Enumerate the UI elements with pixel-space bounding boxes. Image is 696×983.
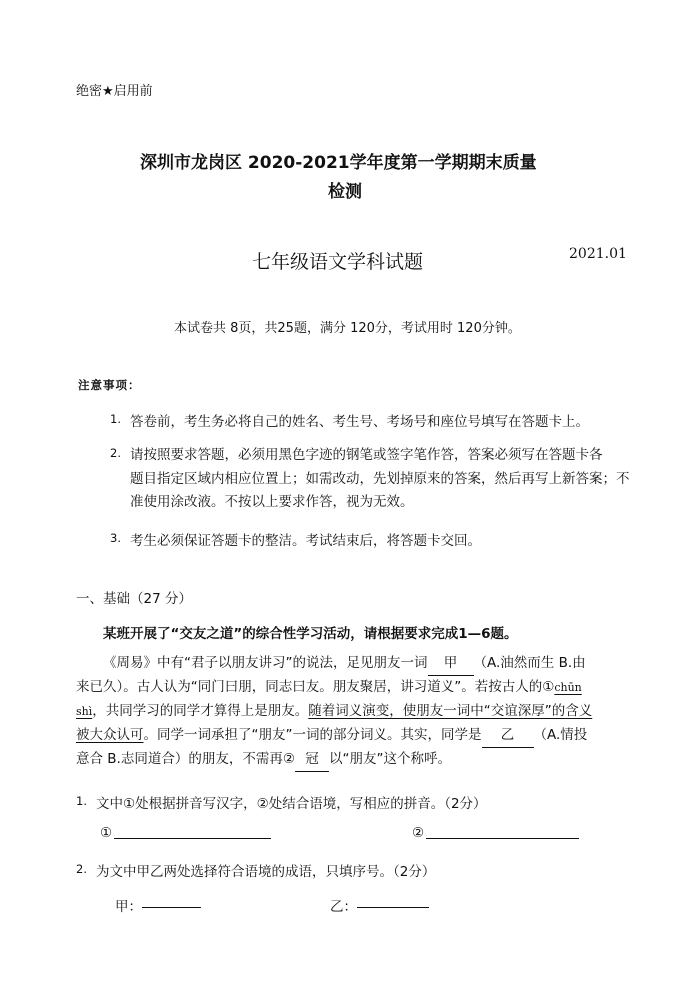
answer-mark: ① — [100, 825, 113, 841]
passage-text: 。同学一词承担了“朋友”一词的部分词义。其实，同学是 — [143, 727, 482, 743]
question-number: 1. — [76, 794, 87, 808]
exam-title-line1: 深圳市龙岗区 2020-2021学年度第一学期期末质量 — [140, 153, 537, 173]
subject-title: 七年级语文学科试题 — [252, 251, 424, 273]
notice-item-text: 考生必须保证答题卡的整洁。考试结束后，将答题卡交回。 — [130, 533, 481, 549]
notice-item-number: 1. — [110, 412, 121, 426]
passage-text: 意合 B.志同道合）的朋友，不需再② — [76, 751, 295, 767]
pinyin-chun: chūn — [554, 681, 582, 694]
notice-heading: 注意事项： — [78, 378, 141, 392]
blank-guan: 冠 — [295, 748, 329, 772]
passage-text: ，共同学习的同学才算得上是朋友。 — [92, 703, 309, 719]
passage-line — [103, 652, 586, 676]
exam-date: 2021.01 — [569, 246, 627, 262]
notice-item-text: 准使用涂改液。不按以上要求作答，视为无效。 — [130, 494, 414, 510]
answer-label-yi: 乙： — [330, 899, 357, 915]
passage-text: （A.油然而生 B.由 — [473, 655, 586, 671]
answer-mark: ② — [412, 825, 425, 841]
blank-yi: 乙 — [482, 724, 534, 748]
blank-jia: 甲 — [428, 652, 474, 676]
notice-item-text: 请按照要求答题，必须用黑色字迹的钢笔或签字笔作答，答案必须写在答题卡各 — [130, 447, 603, 463]
answer-label-jia: 甲： — [115, 899, 142, 915]
answer-line[interactable] — [114, 826, 271, 839]
passage-text: 来已久）。古人认为“同门曰朋，同志曰友。朋友聚居，讲习道义”。若按古人的① — [76, 679, 555, 695]
notice-item-text: 答卷前，考生务必将自己的姓名、考生号、考场号和座位号填写在答题卡上。 — [130, 414, 589, 430]
passage-line — [76, 724, 587, 748]
exam-title-line2: 检测 — [328, 182, 362, 202]
passage-line — [76, 748, 451, 772]
question-text: 为文中甲乙两处选择符合语境的成语，只填序号。（2分） — [96, 864, 436, 880]
exam-info: 本试卷共 8页，共25题，满分 120分，考试用时 120分钟。 — [174, 321, 521, 336]
notice-item-number: 3. — [110, 531, 121, 545]
answer-line[interactable] — [142, 895, 201, 908]
passage-text: （A.情投 — [533, 727, 588, 743]
notice-item-number: 2. — [110, 446, 121, 460]
passage-line — [76, 676, 582, 699]
confidential-mark: 绝密★启用前 — [76, 84, 153, 99]
passage-text: 以“朋友”这个称呼。 — [328, 751, 451, 767]
underlined-sentence: 被大众认可 — [76, 727, 144, 743]
answer-line[interactable] — [426, 826, 579, 839]
section-heading: 一、基础（27 分） — [76, 591, 192, 607]
underlined-sentence: 随着词义演变，使朋友一词中“交谊深厚”的含义 — [308, 703, 593, 719]
section-intro: 某班开展了“交友之道”的综合性学习活动，请根据要求完成1—6题。 — [103, 626, 518, 642]
answer-line[interactable] — [357, 895, 429, 908]
passage-line — [76, 700, 592, 723]
pinyin-shi: shì — [76, 705, 93, 718]
notice-item-text: 题目指定区域内相应位置上；如需改动，先划掉原来的答案，然后再写上新答案；不 — [130, 471, 630, 487]
question-number: 2. — [76, 862, 87, 876]
question-text: 文中①处根据拼音写汉字，②处结合语境，写相应的拼音。（2分） — [96, 796, 487, 812]
passage-text: 《周易》中有“君子以朋友讲习”的说法，足见朋友一词 — [103, 655, 428, 671]
